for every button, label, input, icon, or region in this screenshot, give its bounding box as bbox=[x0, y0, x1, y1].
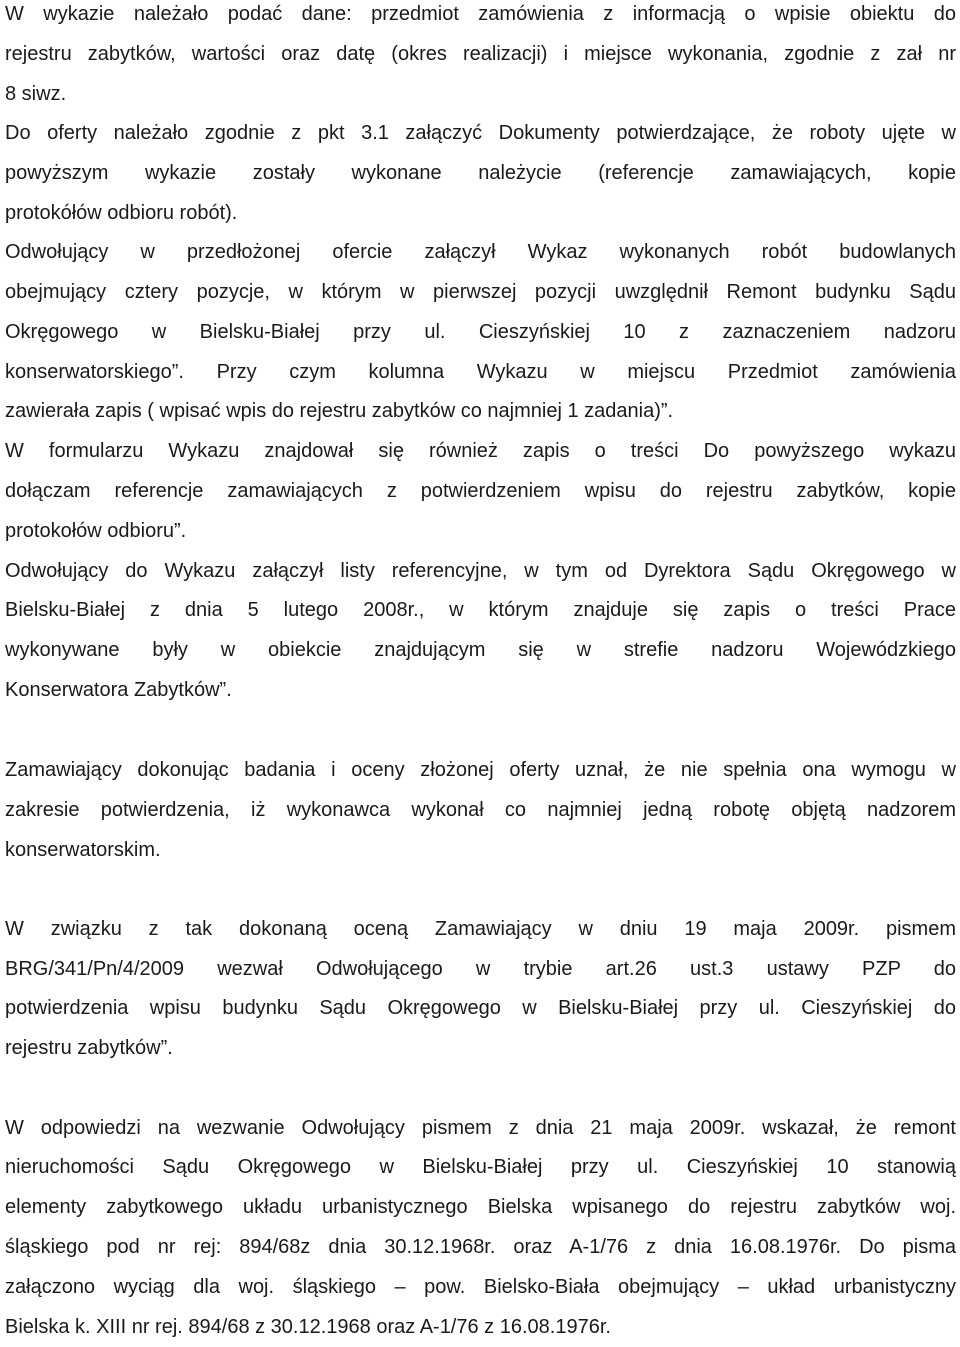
text-line: W związku z tak dokonaną oceną Zamawiający w dniu 19 maja 2009r. pismem bbox=[5, 918, 956, 940]
text-line: Okręgowego w Bielsku-Białej przy ul. Cieszyńskiej 10 z zaznaczeniem nadzoru bbox=[5, 321, 956, 343]
text-line: śląskiego pod nr rej: 894/68z dnia 30.12.1968r. oraz A-1/76 z dnia 16.08.1976r. Do pisma bbox=[5, 1236, 956, 1258]
text-line: Do oferty należało zgodnie z pkt 3.1 załączyć Dokumenty potwierdzające, że roboty ujęte w bbox=[5, 122, 956, 144]
text-line: Odwołujący do Wykazu załączył listy referencyjne, w tym od Dyrektora Sądu Okręgowego w bbox=[5, 560, 956, 582]
text-line: Zamawiający dokonując badania i oceny złożonej oferty uznał, że nie spełnia ona wymogu w bbox=[5, 759, 956, 781]
text-line: protokółów odbioru robót). bbox=[5, 202, 238, 224]
text-line: potwierdzenia wpisu budynku Sądu Okręgowego w Bielsku-Białej przy ul. Cieszyńskiej do bbox=[5, 997, 956, 1019]
text-line: konserwatorskiego”. Przy czym kolumna Wykazu w miejscu Przedmiot zamówienia bbox=[5, 361, 956, 383]
text-line: zakresie potwierdzenia, iż wykonawca wykonał co najmniej jedną robotę objętą nadzorem bbox=[5, 799, 956, 821]
text-line: Odwołujący w przedłożonej ofercie załączył Wykaz wykonanych robót budowlanych bbox=[5, 241, 956, 263]
text-line: W odpowiedzi na wezwanie Odwołujący pismem z dnia 21 maja 2009r. wskazał, że remont bbox=[5, 1117, 956, 1139]
text-line: elementy zabytkowego układu urbanistycznego Bielska wpisanego do rejestru zabytków woj. bbox=[5, 1196, 956, 1218]
text-line: konserwatorskim. bbox=[5, 839, 161, 861]
text-line: Bielsku-Białej z dnia 5 lutego 2008r., w którym znajduje się zapis o treści Prace bbox=[5, 599, 956, 621]
text-line: nieruchomości Sądu Okręgowego w Bielsku-Białej przy ul. Cieszyńskiej 10 stanowią bbox=[5, 1156, 956, 1178]
text-line: zawierała zapis ( wpisać wpis do rejestru zabytków co najmniej 1 zadania)”. bbox=[5, 400, 674, 422]
text-line: 8 siwz. bbox=[5, 83, 67, 105]
text-line: protokołów odbioru”. bbox=[5, 520, 187, 542]
text-line: rejestru zabytków”. bbox=[5, 1037, 173, 1059]
text-line: W formularzu Wykazu znajdował się również zapis o treści Do powyższego wykazu bbox=[5, 440, 956, 462]
text-line: W wykazie należało podać dane: przedmiot zamówienia z informacją o wpisie obiektu do bbox=[5, 3, 956, 25]
text-line: załączono wyciąg dla woj. śląskiego – pow. Bielsko-Biała obejmujący – układ urbanistyczny bbox=[5, 1276, 956, 1298]
text-line: rejestru zabytków, wartości oraz datę (okres realizacji) i miejsce wykonania, zgodnie z zał nr bbox=[5, 43, 956, 65]
text-line: obejmujący cztery pozycje, w którym w pierwszej pozycji uwzględnił Remont budynku Sądu bbox=[5, 281, 956, 303]
text-line: Bielska k. XIII nr rej. 894/68 z 30.12.1968 oraz A-1/76 z 16.08.1976r. bbox=[5, 1316, 611, 1338]
text-line: dołączam referencje zamawiających z potwierdzeniem wpisu do rejestru zabytków, kopie bbox=[5, 480, 956, 502]
text-line: powyższym wykazie zostały wykonane należycie (referencje zamawiających, kopie bbox=[5, 162, 956, 184]
text-line: BRG/341/Pn/4/2009 wezwał Odwołującego w trybie art.26 ust.3 ustawy PZP do bbox=[5, 958, 956, 980]
text-line: wykonywane były w obiekcie znajdującym się w strefie nadzoru Wojewódzkiego bbox=[5, 639, 956, 661]
text-line: Konserwatora Zabytków”. bbox=[5, 679, 232, 701]
